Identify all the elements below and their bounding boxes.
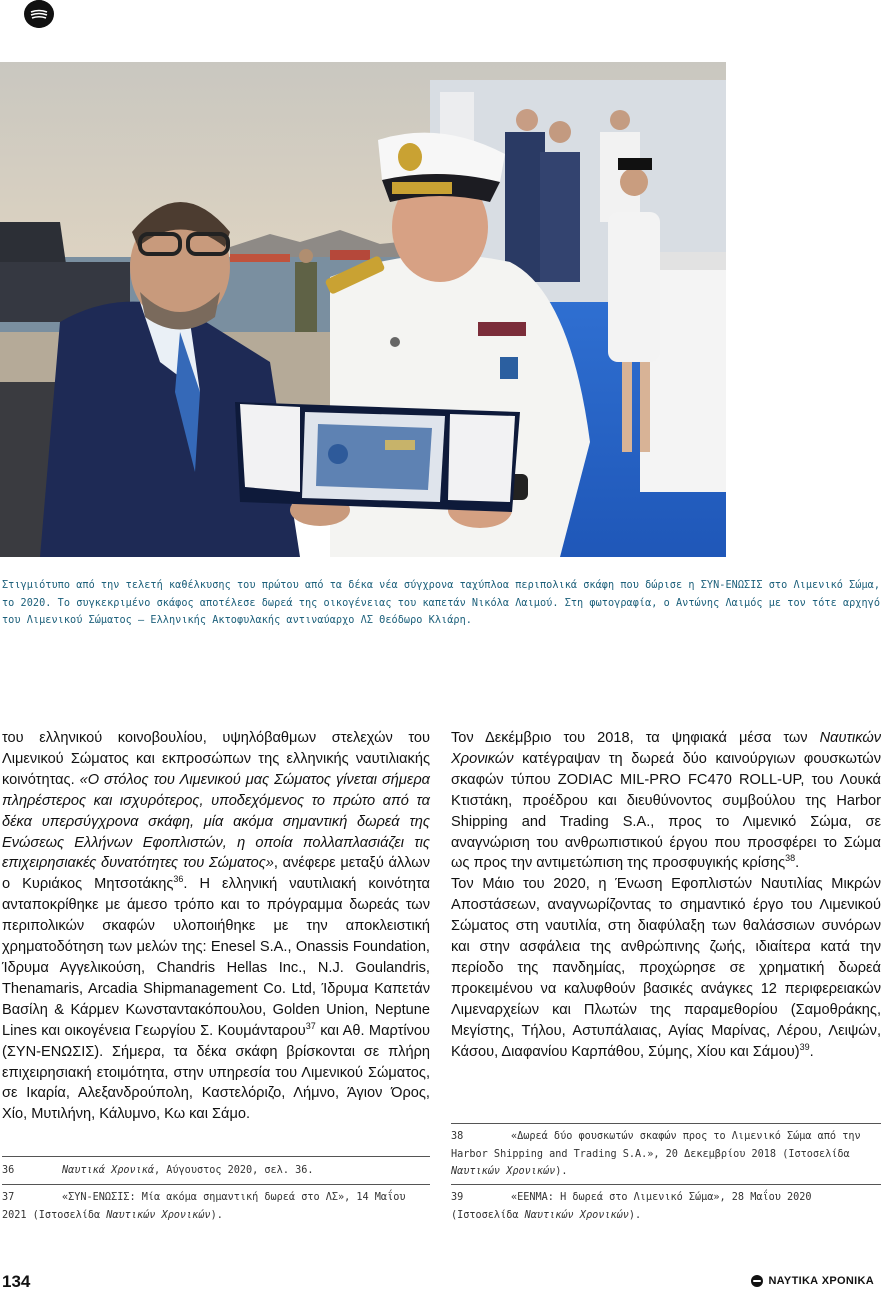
footnote-divider	[451, 1184, 881, 1185]
body-text: Τον Μάιο του 2020, η Ένωση Εφοπλιστών Ναυτιλίας Μικρών Αποστάσεων, αναγνωρίζοντας το σημαντικό έργο του Λιμενικού Σώματος στη ναυτιλία, στη διαφύλαξη των θαλάσσιων συνόρων και στην ασφάλεια της ανθρώπινης ζωής, ιδιαίτερα κατά την περίοδο της πανδημίας, προχώρησε σε χρηματική δωρεά προκειμένου να καλυφθούν βασικές ανάγκες 12 περιφερειακών Λιμεναρχείων και Πλωτών της παραμεθορίου (Σαμοθράκης, Μεγίστης, Τήλου, Αστυπάλαιας, Αγίας Μαρίνας, Λέρου, Λειψών, Κάσου, Διαφανίου Καρπάθου, Σύμης, Χίου και Σάμου)	[451, 876, 881, 1060]
publication-name: Ναυτικών Χρονικών	[524, 1209, 629, 1221]
footnote-ref-39[interactable]: 39	[799, 1041, 810, 1052]
ceremony-photo	[0, 62, 726, 557]
left-paragraph	[2, 728, 430, 1125]
body-text: . Η ελληνική ναυτιλιακή κοινότητα ανταποκρίθηκε με άμεσο τρόπο και το πρόγραμμα δωρεάς των περιπολικών σκαφών υλοποιήθηκε με την αποκλειστική χρηματοδότηση των μελών της: Enesel S.A., Onassis Foundation, Ίδρυμα Αγγελικούση, Chandris Hellas Inc., N.J. Goulandris, Thenamaris, Arcadia Shipmanagement Co. Ltd, Ίδρυμα Καπετάν Βασίλη & Κάρμεν Κωνσταντακόπουλου, Golden Union, Neptune Lines και οικογένεια Γεωργίου Σ. Κουμάνταρου	[2, 876, 430, 1039]
body-text: , ανέφερε μεταξύ άλλων ο Κυριάκος Μητσοτάκης	[2, 855, 430, 893]
right-paragraph-2	[451, 874, 881, 1062]
footnote-divider	[2, 1156, 430, 1157]
body-text: και Αθ. Μαρτίνου (ΣΥΝ-ΕΝΩΣΙΣ). Σήμερα, τα δέκα σκάφη βρίσκονται σε πλήρη επιχειρησιακή ετοιμότητα, στην υπηρεσία του Λιμενικού Σώματος, σε Ικαρία, Αλεξανδρούπολη, Καστελόριζο, Λήμνο, Άγιον Όρος, Χίο, Μυτιλήνη, Κάλυμνο, Κω και Σάμο.	[2, 1022, 430, 1123]
footnote-ref-38[interactable]: 38	[785, 853, 796, 864]
body-text: του ελληνικού κοινοβουλίου, υψηλόβαθμων στελεχών του Λιμενικού Σώματος και εκπροσώπων της ελληνικής ναυτιλιακής κοινότητας.	[2, 730, 430, 788]
publication-name: Ναυτικών Χρονικών	[451, 1166, 556, 1177]
footnote-number: 39	[451, 1192, 464, 1203]
right-text-column	[451, 728, 881, 1063]
right-paragraph-1	[451, 728, 881, 874]
footnote-text: «ΕΕΝΜΑ: Η δωρεά στο Λιμενικό Σώμα», 28 Μαΐου 2020 (Ιστοσελίδα	[451, 1192, 812, 1221]
footnote-text: «ΣΥΝ-ΕΝΩΣΙΣ: Μία ακόμα σημαντική δωρεά στο ΛΣ», 14 Μαΐου 2021 (Ιστοσελίδα	[2, 1192, 406, 1221]
footnote-36	[2, 1162, 430, 1180]
left-text-column	[2, 728, 430, 1125]
page-number: 134	[2, 1272, 31, 1291]
footnote-text: «Δωρεά δύο φουσκωτών σκαφών προς το Λιμενικό Σώμα από την Harbor Shipping and Trading S.A.», 20 Δεκεμβρίου 2018 (Ιστοσελίδα	[451, 1131, 861, 1160]
magazine-logo-icon	[24, 0, 54, 28]
body-text: .	[795, 855, 800, 872]
footnote-text: ).	[210, 1209, 223, 1221]
publication-name: Ναυτικά Χρονικά	[62, 1165, 155, 1176]
publication-name: Ναυτικών Χρονικών	[451, 730, 881, 767]
publication-name: Ναυτικών Χρονικών	[106, 1209, 211, 1221]
photo-caption: Στιγμιότυπο από την τελετή καθέλκυσης του πρώτου από τα δέκα νέα σύγχρονα ταχύπλοα περιπολικά σκάφη που δώρισε η ΣΥΝ-ΕΝΩΣΙΣ στο Λιμενικό Σώμα, το 2020. Το συγκεκριμένο σκάφος αποτέλεσε δωρεά της οικογένειας του καπετάν Νικόλα Λαιμού. Στη φωτογραφία, ο Αντώνης Λαιμός με τον τότε αρχηγό του Λιμενικού Σώματος – Ελληνικής Ακτοφυλακής αντιναύαρχο ΛΣ Θεόδωρο Κλιάρη.	[2, 580, 881, 626]
footnote-text: , Αύγουστος 2020, σελ. 36.	[154, 1165, 314, 1176]
footnote-ref-36[interactable]: 36	[173, 874, 184, 885]
footnote-37	[2, 1189, 430, 1224]
footer-brand	[751, 1275, 874, 1287]
brand-name: ΝΑΥΤΙΚΑ ΧΡΟΝΙΚΑ	[768, 1275, 874, 1287]
footnote-divider	[451, 1123, 881, 1124]
footnote-38	[451, 1128, 881, 1181]
footnote-number: 38	[451, 1131, 464, 1142]
footnote-39	[451, 1189, 881, 1224]
footnote-number: 37	[2, 1192, 15, 1203]
body-text: Τον Δεκέμβριο του 2018, τα ψηφιακά μέσα των	[451, 730, 820, 746]
body-text: κατέγραψαν τη δωρεά δύο καινούργιων φουσκωτών σκαφών τύπου ZODIAC MIL-PRO FC470 ROLL-UP, του Λουκά Κτιστάκη, προέδρου και διευθύνοντος συμβούλου της Harbor Shipping and Trading S.A., προς το Λιμενικό Σώμα, σε αναγνώριση του ανθρωπιστικού έργου που προσφέρει το Σώμα ως προς την αντιμετώπιση της προσφυγικής κρίσης	[451, 750, 881, 872]
footnote-text: ).	[628, 1209, 642, 1221]
pm-quote: «Ο στόλος του Λιμενικού μας Σώματος γίνεται σήμερα πληρέστερος και ισχυρότερος, υποδεχόμενος το πρώτο από τα δέκα υπερσύγχρονα σκάφη, μία ακόμα σημαντική δωρεά της Ενώσεως Ελλήνων Εφοπλιστών, η οποία πολλαπλασιάζει τις επιχειρησιακές δυνατότητες του Σώματος»	[2, 771, 430, 872]
footnote-divider	[2, 1184, 430, 1185]
brand-logo-icon	[751, 1275, 763, 1287]
footnote-text: ).	[555, 1166, 568, 1177]
footnote-number: 36	[2, 1165, 15, 1176]
body-text: .	[809, 1043, 814, 1060]
footnote-ref-37[interactable]: 37	[305, 1020, 316, 1031]
